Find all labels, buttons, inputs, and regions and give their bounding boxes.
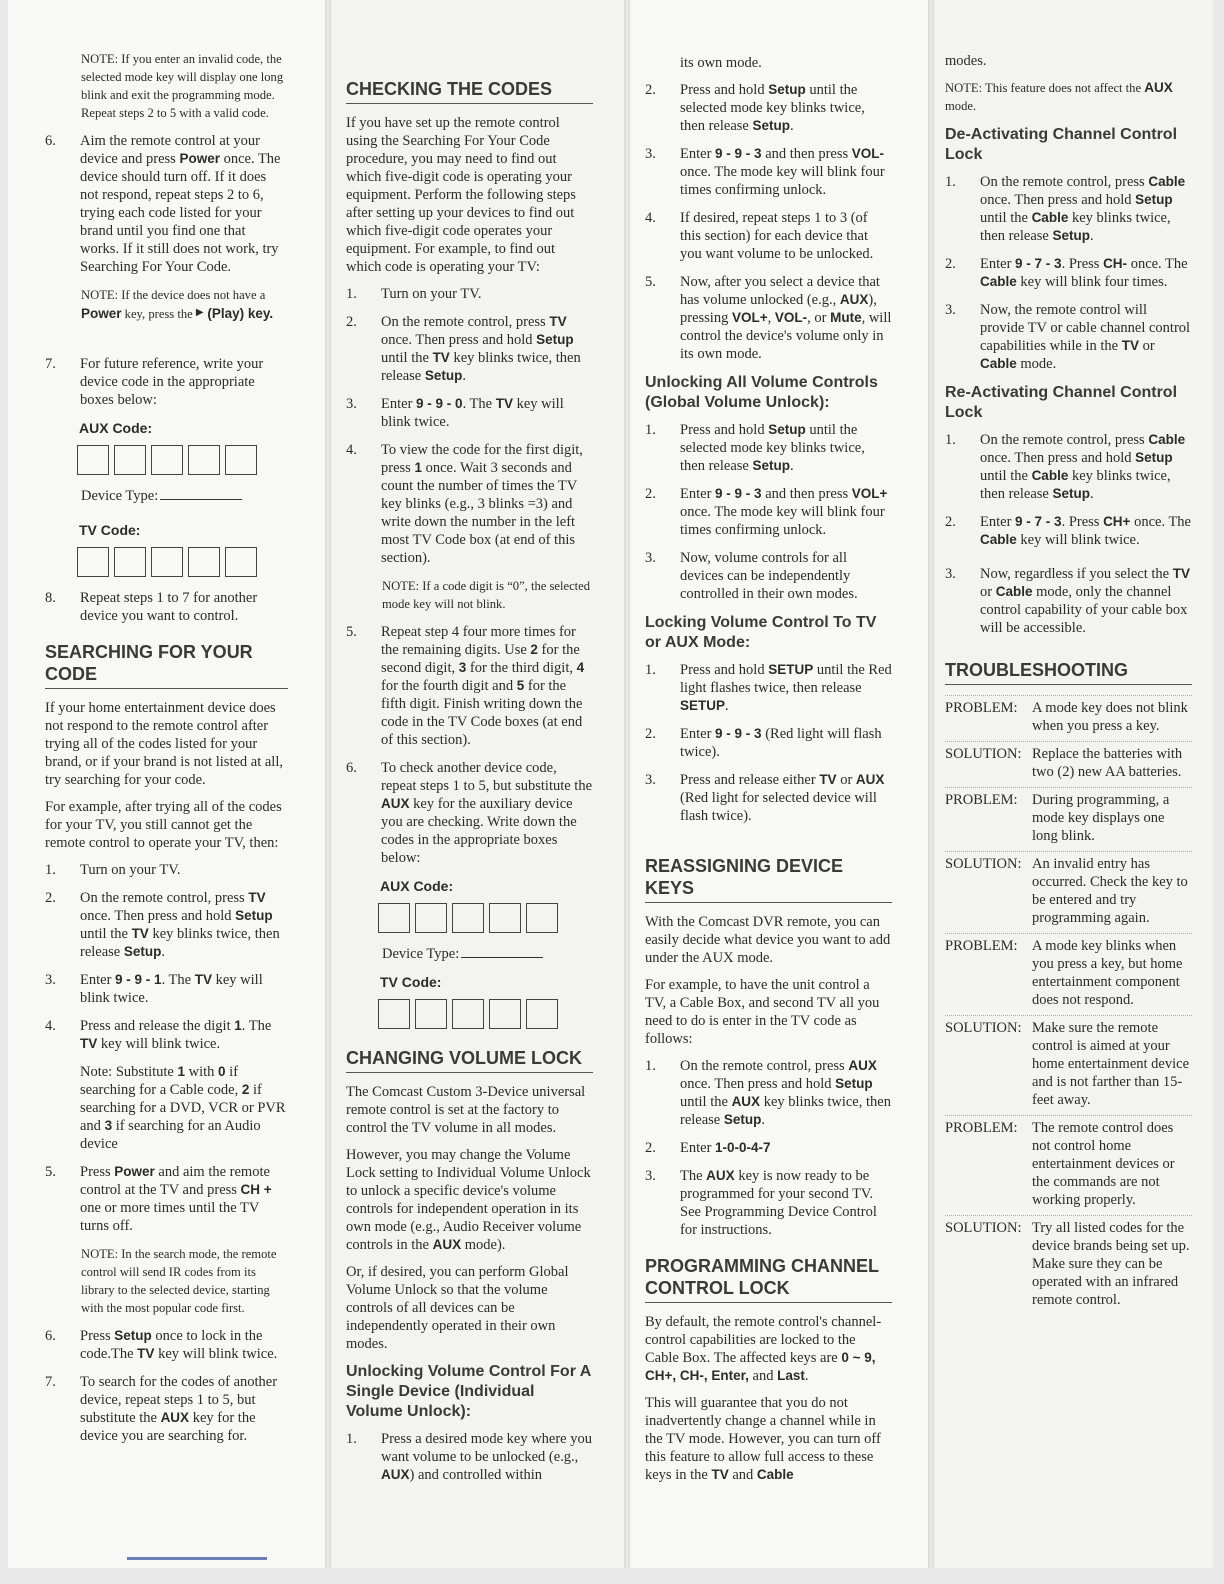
code-box[interactable] — [188, 547, 220, 577]
troubleshooting-table — [945, 695, 1192, 1309]
row-text: An invalid entry has occurred. Check the key to be entered and try programming again. — [1032, 856, 1188, 926]
step-text: Enter 9 - 9 - 3 and then press VOL+ once. The mode key will blink four times confirming unlock. — [680, 486, 888, 538]
step-number: 2. — [645, 726, 656, 742]
code-box[interactable] — [415, 999, 447, 1029]
code-box[interactable] — [452, 903, 484, 933]
step-number: 1. — [945, 174, 956, 190]
step-text: Now, after you select a device that has volume unlocked (e.g., AUX), pressing VOL+, VOL-, or Mute, will control the device's volume only in its own mode. — [680, 274, 892, 362]
step-text: Press and hold Setup until the selected mode key blinks twice, then release Setup. — [680, 422, 865, 474]
table-row — [945, 1215, 1192, 1309]
step-text: Now, volume controls for all devices can be independently controlled in their own modes. — [680, 550, 858, 602]
row-label: PROBLEM: — [945, 1120, 1018, 1136]
step-number: 6. — [346, 760, 357, 776]
reactivate-step-1 — [945, 431, 1192, 503]
deactivate-step-2 — [945, 255, 1192, 291]
subheading-lock-volume: Locking Volume Control To TV or AUX Mode: — [645, 614, 877, 651]
step-number: 3. — [45, 972, 56, 988]
step-text: Repeat step 4 four more times for the remaining digits. Use 2 for the second digit, 3 for the third digit, 4 for the fourth digit and 5 for the fifth digit. Finish writing down the code in the TV Code boxes (at end of this section). — [381, 624, 585, 748]
step-text: Aim the remote control at your device and press Power once. The device should turn off. If it does not respond, repeat steps 2 to 6, trying each code listed for your brand until you find one that works. If it still does not work, try Searching For Your Code. — [80, 133, 281, 275]
paragraph: With the Comcast DVR remote, you can easily decide what device you want to add under the AUX mode. — [645, 914, 891, 966]
step-8 — [45, 589, 288, 625]
search-step-7 — [45, 1373, 288, 1445]
device-type-field[interactable] — [81, 487, 288, 505]
step-text: Turn on your TV. — [381, 286, 482, 302]
aux-code-label: AUX Code: — [380, 878, 454, 894]
step-number: 4. — [45, 1018, 56, 1034]
check-step-2 — [346, 313, 593, 385]
aux-code-boxes[interactable] — [378, 903, 593, 933]
step-text: Repeat steps 1 to 7 for another device you want to control. — [80, 590, 258, 624]
step-text: Press and release the digit 1. The TV key will blink twice. — [80, 1018, 272, 1052]
row-text: During programming, a mode key displays one long blink. — [1032, 792, 1170, 844]
edge-mark — [127, 1557, 267, 1560]
heading-checking: CHECKING THE CODES — [346, 78, 593, 104]
step-number: 1. — [945, 432, 956, 448]
code-box[interactable] — [151, 445, 183, 475]
unlock-step-5 — [645, 273, 892, 363]
check-step-5 — [346, 623, 593, 749]
row-label: PROBLEM: — [945, 792, 1018, 808]
check-step-3 — [346, 395, 593, 431]
global-step-3 — [645, 549, 892, 603]
check-step-6 — [346, 759, 593, 867]
deactivate-step-1 — [945, 173, 1192, 245]
step-number: 2. — [945, 514, 956, 530]
code-box[interactable] — [489, 999, 521, 1029]
note: Note: Substitute 1 with 0 if searching for a Cable code, 2 if searching for a DVD, VCR or PVR and 3 if searching for an Audio device — [80, 1064, 286, 1152]
row-label: SOLUTION: — [945, 1220, 1022, 1236]
step-number: 2. — [945, 256, 956, 272]
step-text: On the remote control, press TV once. Then press and hold Setup until the TV key blinks twice, then release Setup. — [381, 314, 581, 384]
step-number: 1. — [346, 1431, 357, 1447]
paragraph: However, you may change the Volume Lock setting to Individual Volume Unlock to unlock a specific device's volume controls for independent operation in its own mode (e.g., Audio Receiver volume controls in the AUX mode). — [346, 1147, 591, 1253]
reactivate-step-3 — [945, 565, 1192, 637]
step-number: 1. — [645, 422, 656, 438]
global-step-2 — [645, 485, 892, 539]
code-box[interactable] — [526, 999, 558, 1029]
row-text: A mode key blinks when you press a key, but home entertainment component does not respond. — [1032, 938, 1183, 1008]
tv-code-boxes[interactable] — [378, 999, 593, 1029]
row-text: Make sure the remote control is aimed at your home entertainment device and is not farther than 15-feet away. — [1032, 1020, 1190, 1108]
paragraph: If you have set up the remote control using the Searching For Your Code procedure, you may need to find out which five-digit code is operating your equipment. Perform the following steps after setting up your devices to find out which five-digit code operates your equipment. For example, to find out which code is operating your TV: — [346, 115, 576, 275]
unlock-step-2 — [645, 81, 892, 135]
step-number: 7. — [45, 1374, 56, 1390]
search-step-6 — [45, 1327, 288, 1363]
step-text: To search for the codes of another device, repeat steps 1 to 5, but substitute the AUX key for the device you are searching for. — [80, 1374, 278, 1444]
paragraph: The Comcast Custom 3-Device universal remote control is set at the factory to control the TV volume in all modes. — [346, 1084, 586, 1136]
search-step-3 — [45, 971, 288, 1007]
note: NOTE: If the device does not have a Power key, press the ▶ (Play) key. — [81, 288, 274, 321]
heading-troubleshooting: TROUBLESHOOTING — [945, 659, 1192, 685]
step-number: 6. — [45, 1328, 56, 1344]
step-text: To check another device code, repeat steps 1 to 5, but substitute the AUX key for the auxiliary device you are checking. Write down the codes in the appropriate boxes below: — [381, 760, 593, 866]
step-text: To view the code for the first digit, press 1 once. Wait 3 seconds and count the number of times the TV key blinks (e.g., 3 blinks =3) and write down the number in the left most TV Code box (at end of this section). — [381, 442, 583, 566]
check-step-1 — [346, 285, 593, 303]
step-text: Press and hold Setup until the selected mode key blinks twice, then release Setup. — [680, 82, 865, 134]
subheading-single-unlock: Unlocking Volume Control For A Single Device (Individual Volume Unlock): — [346, 1363, 591, 1420]
step-number: 2. — [645, 486, 656, 502]
deactivate-step-3 — [945, 301, 1192, 373]
code-box[interactable] — [188, 445, 220, 475]
step-text: Enter 9 - 9 - 1. The TV key will blink twice. — [80, 972, 263, 1006]
heading-reassigning: REASSIGNING DEVICE KEYS — [645, 855, 892, 903]
code-box[interactable] — [77, 547, 109, 577]
lock-step-2 — [645, 725, 892, 761]
row-label: SOLUTION: — [945, 1020, 1022, 1036]
step-text: Turn on your TV. — [80, 862, 181, 878]
step-text: Press Setup once to lock in the code.The TV key will blink twice. — [80, 1328, 278, 1362]
paragraph: For example, after trying all of the codes for your TV, you still cannot get the remote control to operate your TV, then: — [45, 799, 282, 851]
note: NOTE: If a code digit is “0”, the selected mode key will not blink. — [382, 579, 591, 611]
tv-code-label: TV Code: — [79, 522, 141, 538]
step-text: The AUX key is now ready to be programmed for your second TV. See Programming Device Control for instructions. — [680, 1168, 877, 1238]
step-text: On the remote control, press TV once. Then press and hold Setup until the TV key blinks twice, then release Setup. — [80, 890, 280, 960]
step-text: Enter 9 - 9 - 0. The TV key will blink twice. — [381, 396, 564, 430]
step-number: 3. — [645, 550, 656, 566]
step-text: On the remote control, press AUX once. Then press and hold Setup until the AUX key blinks twice, then release Setup. — [680, 1058, 891, 1128]
lock-step-3 — [645, 771, 892, 825]
table-row — [945, 787, 1192, 845]
aux-code-boxes[interactable] — [77, 445, 288, 475]
note: NOTE: This feature does not affect the AUX mode. — [945, 80, 1173, 113]
step-text: Enter 9 - 9 - 3 (Red light will flash twice). — [680, 726, 882, 760]
step-number: 4. — [645, 210, 656, 226]
step-6 — [45, 132, 288, 276]
table-row — [945, 741, 1192, 781]
table-row — [945, 933, 1192, 1009]
column-2 — [346, 64, 593, 1494]
subheading-global-unlock: Unlocking All Volume Controls (Global Volume Unlock): — [645, 374, 878, 411]
step-number: 5. — [45, 1164, 56, 1180]
step-text: Enter 9 - 9 - 3 and then press VOL- once. The mode key will blink four times confirming unlock. — [680, 146, 885, 198]
step-text: If desired, repeat steps 1 to 3 (of this section) for each device that you want volume to be unlocked. — [680, 210, 874, 262]
tv-code-boxes[interactable] — [77, 547, 288, 577]
code-box[interactable] — [378, 903, 410, 933]
code-box[interactable] — [114, 445, 146, 475]
device-type-label: Device Type: — [382, 946, 460, 962]
step-number: 3. — [645, 146, 656, 162]
step-number: 2. — [45, 890, 56, 906]
search-step-1 — [45, 861, 288, 879]
row-label: SOLUTION: — [945, 746, 1022, 762]
paragraph: If your home entertainment device does not respond to the remote control after trying all of the codes listed for your brand, or if your brand is not listed at all, try searching for your code. — [45, 700, 283, 788]
note: NOTE: In the search mode, the remote control will send IR codes from its library to the selected device, starting with the most popular code first. — [81, 1247, 277, 1315]
code-box[interactable] — [225, 445, 257, 475]
tv-code-label: TV Code: — [380, 974, 442, 990]
row-text: Replace the batteries with two (2) new AA batteries. — [1032, 746, 1183, 780]
step-text: Now, the remote control will provide TV or cable channel control capabilities while in the TV or Cable mode. — [980, 302, 1191, 372]
step-text: Press Power and aim the remote control at the TV and press CH + one or more times until the TV turns off. — [80, 1164, 272, 1234]
device-type-label: Device Type: — [81, 488, 159, 504]
row-label: SOLUTION: — [945, 856, 1022, 872]
step-number: 5. — [346, 624, 357, 640]
subheading-deactivating: De-Activating Channel Control Lock — [945, 126, 1178, 163]
lock-step-1 — [645, 661, 892, 715]
table-row — [945, 695, 1192, 735]
step-number: 4. — [346, 442, 357, 458]
continued-text: its own mode. — [680, 55, 762, 71]
code-box[interactable] — [452, 999, 484, 1029]
search-step-2 — [45, 889, 288, 961]
step-text: On the remote control, press Cable once. Then press and hold Setup until the Cable key blinks twice, then release Setup. — [980, 432, 1186, 502]
step-number: 1. — [45, 862, 56, 878]
step-text: Enter 9 - 7 - 3. Press CH- once. The Cable key will blink four times. — [980, 256, 1188, 290]
table-row — [945, 851, 1192, 927]
check-step-4 — [346, 441, 593, 567]
unlock-step-3 — [645, 145, 892, 199]
step-number: 2. — [645, 82, 656, 98]
step-number: 7. — [45, 356, 56, 372]
fold-line — [325, 0, 331, 1568]
unlock-step-4 — [645, 209, 892, 263]
paragraph: Or, if desired, you can perform Global Volume Unlock so that the volume controls of all devices can be independently operated in their own modes. — [346, 1264, 569, 1352]
code-box[interactable] — [151, 547, 183, 577]
search-step-4 — [45, 1017, 288, 1053]
aux-code-label: AUX Code: — [79, 420, 153, 436]
step-number: 3. — [645, 772, 656, 788]
step-text: Enter 9 - 7 - 3. Press CH+ once. The Cable key will blink twice. — [980, 514, 1191, 548]
step-number: 1. — [645, 662, 656, 678]
step-text: Enter 1-0-0-4-7 — [680, 1140, 771, 1156]
step-number: 6. — [45, 133, 56, 149]
note: NOTE: If you enter an invalid code, the selected mode key will display one long blink and exit the programming mode. Repeat steps 2 to 5 with a valid code. — [81, 52, 284, 120]
column-4 — [945, 52, 1192, 1315]
device-type-field[interactable] — [382, 945, 593, 963]
step-number: 5. — [645, 274, 656, 290]
row-text: Try all listed codes for the device brands being set up. Make sure they can be operated with an infrared remote control. — [1032, 1220, 1190, 1308]
heading-searching: SEARCHING FOR YOUR CODE — [45, 641, 288, 689]
code-box[interactable] — [114, 547, 146, 577]
column-3 — [645, 54, 892, 1493]
row-label: PROBLEM: — [945, 700, 1018, 716]
continued-text: modes. — [945, 53, 987, 69]
step-text: Press a desired mode key where you want volume to be unlocked (e.g., AUX) and controlled within — [381, 1431, 592, 1483]
step-text: Now, regardless if you select the TV or Cable mode, only the channel control capability of your cable box will be accessible. — [980, 566, 1190, 636]
code-box[interactable] — [225, 547, 257, 577]
step-text: For future reference, write your device code in the appropriate boxes below: — [80, 356, 264, 408]
code-box[interactable] — [526, 903, 558, 933]
unlock-step-1 — [346, 1430, 593, 1484]
step-7 — [45, 355, 288, 409]
paragraph: By default, the remote control's channel-control capabilities are locked to the Cable Box. The affected keys are 0 ~ 9, CH+, CH-, Enter, and Last. — [645, 1314, 882, 1384]
reactivate-step-2 — [945, 513, 1192, 549]
step-number: 1. — [346, 286, 357, 302]
step-number: 3. — [945, 566, 956, 582]
code-box[interactable] — [415, 903, 447, 933]
step-number: 3. — [945, 302, 956, 318]
step-number: 2. — [645, 1140, 656, 1156]
row-label: PROBLEM: — [945, 938, 1018, 954]
step-text: On the remote control, press Cable once. Then press and hold Setup until the Cable key blinks twice, then release Setup. — [980, 174, 1186, 244]
row-text: The remote control does not control home entertainment devices or the commands are not working properly. — [1032, 1120, 1175, 1208]
heading-volume-lock: CHANGING VOLUME LOCK — [346, 1047, 593, 1073]
step-number: 3. — [346, 396, 357, 412]
reassign-step-1 — [645, 1057, 892, 1129]
search-step-5 — [45, 1163, 288, 1235]
step-text: Press and release either TV or AUX (Red light for selected device will flash twice). — [680, 772, 885, 824]
code-box[interactable] — [77, 445, 109, 475]
heading-programming-lock: PROGRAMMING CHANNEL CONTROL LOCK — [645, 1255, 892, 1303]
code-box[interactable] — [489, 903, 521, 933]
step-number: 8. — [45, 590, 56, 606]
reassign-step-3 — [645, 1167, 892, 1239]
fold-line — [624, 0, 630, 1568]
table-row — [945, 1115, 1192, 1209]
step-text: Press and hold SETUP until the Red light flashes twice, then release SETUP. — [680, 662, 892, 714]
step-number: 2. — [346, 314, 357, 330]
global-step-1 — [645, 421, 892, 475]
paragraph: For example, to have the unit control a TV, a Cable Box, and second TV all you need to do is enter in the TV code as follows: — [645, 977, 880, 1047]
step-number: 1. — [645, 1058, 656, 1074]
code-box[interactable] — [378, 999, 410, 1029]
reassign-step-2 — [645, 1139, 892, 1157]
row-text: A mode key does not blink when you press a key. — [1032, 700, 1188, 734]
fold-line — [928, 0, 934, 1568]
column-1 — [45, 50, 288, 1455]
step-number: 3. — [645, 1168, 656, 1184]
table-row — [945, 1015, 1192, 1109]
paragraph: This will guarantee that you do not inadvertently change a channel while in the TV mode. However, you can turn off this feature to allow full access to these keys in the TV and Cable — [645, 1395, 881, 1483]
subheading-reactivating: Re-Activating Channel Control Lock — [945, 384, 1178, 421]
play-icon: ▶ — [195, 307, 204, 318]
